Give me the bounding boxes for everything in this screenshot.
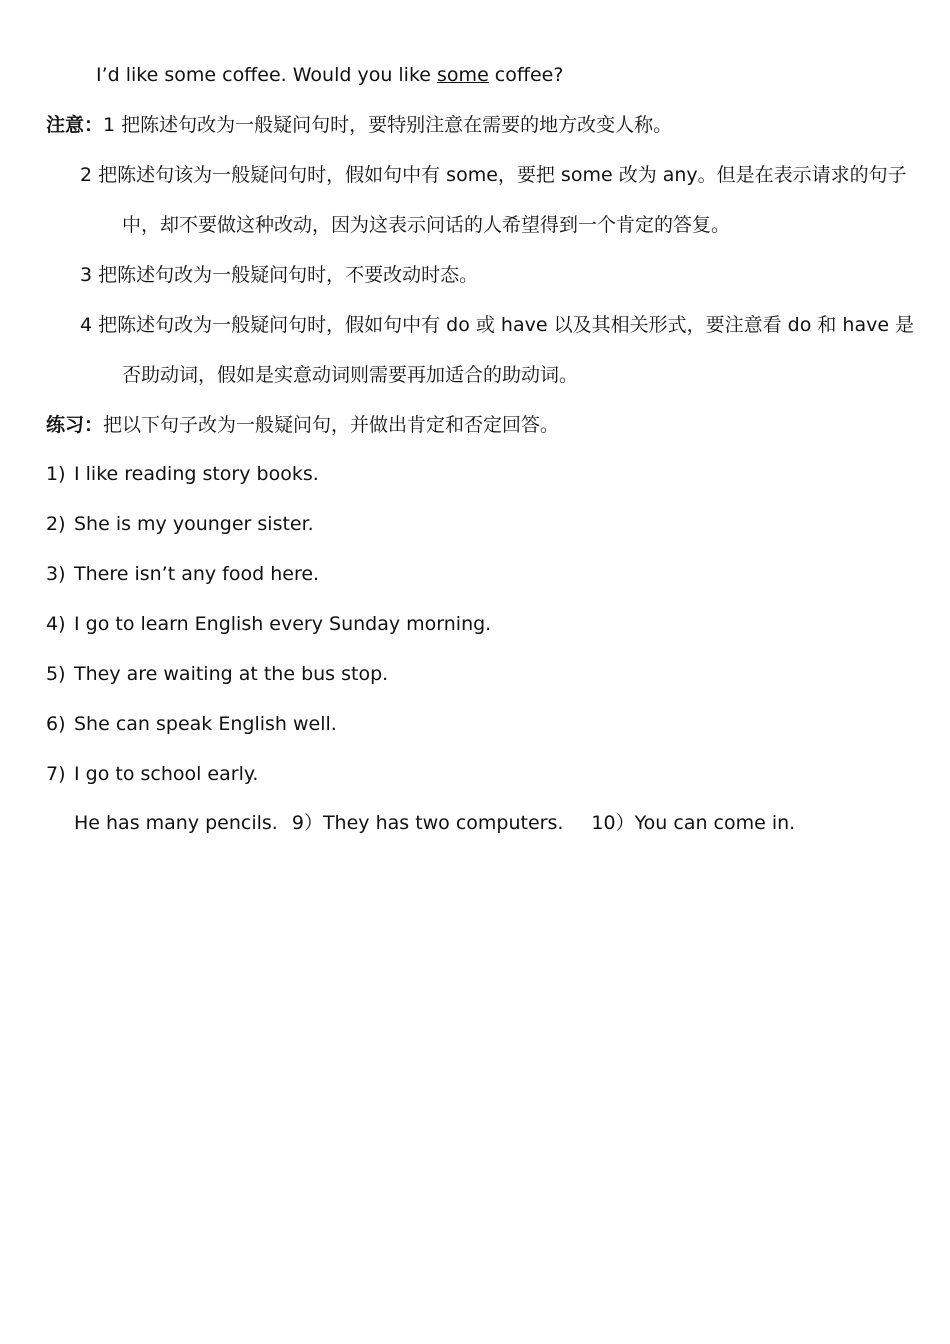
list-item — [46, 711, 337, 737]
example-sentence — [96, 62, 563, 88]
example-underlined-word: some — [437, 64, 489, 86]
note-item-3: 3 把陈述句改为一般疑问句时，不要改动时态。 — [80, 264, 479, 286]
list-item — [46, 461, 319, 487]
list-item-number: 5) — [46, 663, 66, 685]
exercise-heading — [46, 412, 559, 438]
list-item-number: 4) — [46, 613, 66, 635]
note-item-2-line-1: 2 把陈述句该为一般疑问句时，假如句中有 some，要把 some 改为 any。但是在表示请求的句子 — [80, 164, 907, 186]
notes-label: 注意： — [46, 114, 104, 136]
list-item — [46, 511, 314, 537]
exercise-item-9: 9）They has two computers. — [291, 812, 564, 834]
list-item — [46, 661, 388, 687]
list-item — [46, 761, 258, 787]
list-item-number: 2) — [46, 513, 66, 535]
list-item-number: 6) — [46, 713, 66, 735]
note-item-4-line-2: 否助动词，假如是实意动词则需要再加适合的助动词。 — [122, 364, 579, 386]
note-item-1 — [46, 112, 672, 138]
list-item — [46, 611, 491, 637]
list-item-number: 3) — [46, 563, 66, 585]
exercise-instruction: 把以下句子改为一般疑问句，并做出肯定和否定回答。 — [103, 414, 560, 436]
list-item-text: I go to learn English every Sunday morning. — [74, 613, 492, 635]
exercise-item-10: 10）You can come in. — [591, 812, 796, 834]
list-item-number: 1) — [46, 463, 66, 485]
list-item-text: I go to school early. — [74, 763, 259, 785]
exercise-item-8: He has many pencils. — [74, 812, 278, 834]
example-before: I’d like some coffee. Would you like — [96, 64, 438, 86]
list-item-text: There isn’t any food here. — [74, 563, 320, 585]
exercise-label: 练习： — [46, 414, 104, 436]
note-item-4-line-1: 4 把陈述句改为一般疑问句时，假如句中有 do 或 have 以及其相关形式，要注意看 do 和 have 是 — [80, 314, 915, 336]
note-1-text: 1 把陈述句改为一般疑问句时，要特别注意在需要的地方改变人称。 — [103, 114, 673, 136]
list-item-number: 7) — [46, 763, 66, 785]
list-item-text: They are waiting at the bus stop. — [74, 663, 389, 685]
list-item-text: She is my younger sister. — [74, 513, 314, 535]
list-item-text: I like reading story books. — [74, 463, 319, 485]
note-item-2-line-2: 中，却不要做这种改动，因为这表示问话的人希望得到一个肯定的答复。 — [122, 214, 731, 236]
list-item-text: She can speak English well. — [74, 713, 337, 735]
example-after: coffee? — [488, 64, 564, 86]
exercise-last-line — [74, 810, 795, 836]
list-item — [46, 561, 319, 587]
